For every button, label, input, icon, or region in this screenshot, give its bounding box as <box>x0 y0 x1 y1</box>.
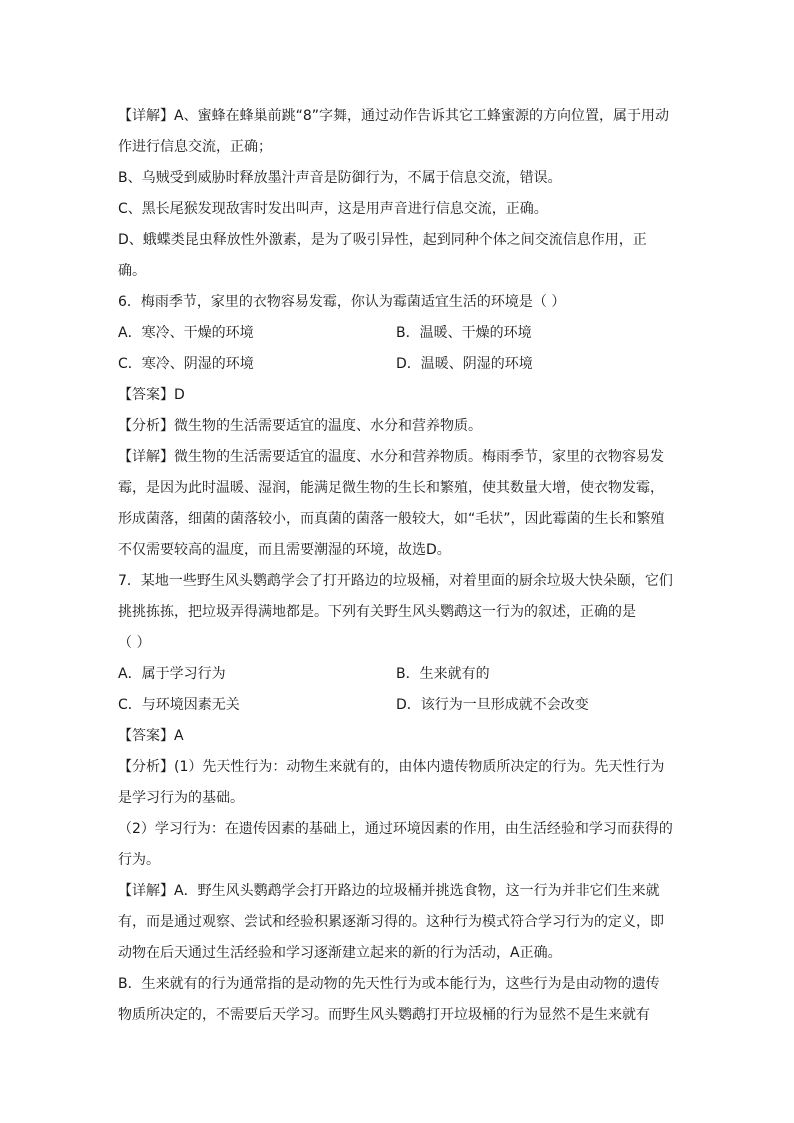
question-6-stem: 6．梅雨季节，家里的衣物容易发霉，你认为霉菌适宜生活的环境是（ ） <box>118 294 566 310</box>
text-line: 形成菌落，细菌的菌落较小，而真菌的菌落一般较大，如“毛状”，因此霉菌的生长和繁殖 <box>118 511 665 527</box>
option-a: A．寒冷、干燥的环境 <box>118 325 254 341</box>
text-line: 行为。 <box>118 852 160 868</box>
option-c: C．寒冷、阴湿的环境 <box>118 356 254 372</box>
text-line: C、黑长尾猴发现敌害时发出叫声，这是用声音进行信息交流，正确。 <box>118 201 548 217</box>
question-7-options-row-1 <box>118 659 678 690</box>
option-d: D．温暖、阴湿的环境 <box>396 356 533 372</box>
question-7-stem: （ ） <box>118 635 151 651</box>
text-line: 【详解】微生物的生活需要适宜的温度、水分和营养物质。梅雨季节，家里的衣物容易发 <box>118 449 664 465</box>
text-line: （2）学习行为：在遗传因素的基础上，通过环境因素的作用，由生活经验和学习而获得的 <box>118 821 673 837</box>
text-line: 物质所决定的，不需要后天学习。而野生风头鹦鹉打开垃圾桶的行为显然不是生来就有 <box>118 1007 650 1023</box>
text-line: 霉，是因为此时温暖、湿润，能满足微生物的生长和繁殖，使其数量大增，使衣物发霉， <box>118 480 664 496</box>
text-line: 【详解】A．野生风头鹦鹉学会打开路边的垃圾桶并挑选食物，这一行为并非它们生来就 <box>118 883 660 899</box>
answer-line: 【答案】D <box>118 387 185 403</box>
option-a: A．属于学习行为 <box>118 666 226 682</box>
text-line: 作进行信息交流，正确； <box>118 139 272 155</box>
text-line: 有，而是通过观察、尝试和经验积累逐渐习得的。这种行为模式符合学习行为的定义，即 <box>118 914 664 930</box>
text-line: 是学习行为的基础。 <box>118 790 244 806</box>
text-line: 动物在后天通过生活经验和学习逐渐建立起来的新的行为活动，A正确。 <box>118 945 562 961</box>
question-7-stem: 挑挑拣拣，把垃圾弄得满地都是。下列有关野生风头鹦鹉这一行为的叙述，正确的是 <box>118 604 636 620</box>
option-b: B．生来就有的 <box>396 666 490 682</box>
question-6-options-row-2 <box>118 349 678 380</box>
analysis-line: 【分析】微生物的生活需要适宜的温度、水分和营养物质。 <box>118 418 482 434</box>
text-line: B、乌贼受到威胁时释放墨汁声音是防御行为，不属于信息交流，错误。 <box>118 170 562 186</box>
question-7-stem: 7．某地一些野生风头鹦鹉学会了打开路边的垃圾桶，对着里面的厨余垃圾大快朵颐，它们 <box>118 573 673 589</box>
option-b: B．温暖、干燥的环境 <box>396 325 532 341</box>
text-line: 【详解】A、蜜蜂在蜂巢前跳“8”字舞，通过动作告诉其它工蜂蜜源的方向位置，属于用动 <box>118 108 669 124</box>
question-6-options-row-1 <box>118 318 678 349</box>
answer-line: 【答案】A <box>118 728 184 744</box>
text-line: 不仅需要较高的温度，而且需要潮湿的环境，故选D。 <box>118 542 451 558</box>
question-7-options-row-2 <box>118 690 678 721</box>
document-body <box>118 101 678 1031</box>
option-d: D．该行为一旦形成就不会改变 <box>396 697 589 713</box>
analysis-line: 【分析】(1）先天性行为：动物生来就有的，由体内遗传物质所决定的行为。先天性行为 <box>118 759 665 775</box>
text-line: D、蛾蝶类昆虫释放性外激素，是为了吸引异性，起到同种个体之间交流信息作用，正 <box>118 232 647 248</box>
text-line: B．生来就有的行为通常指的是动物的先天性行为或本能行为，这些行为是由动物的遗传 <box>118 976 660 992</box>
option-c: C．与环境因素无关 <box>118 697 240 713</box>
text-line: 确。 <box>118 263 146 279</box>
